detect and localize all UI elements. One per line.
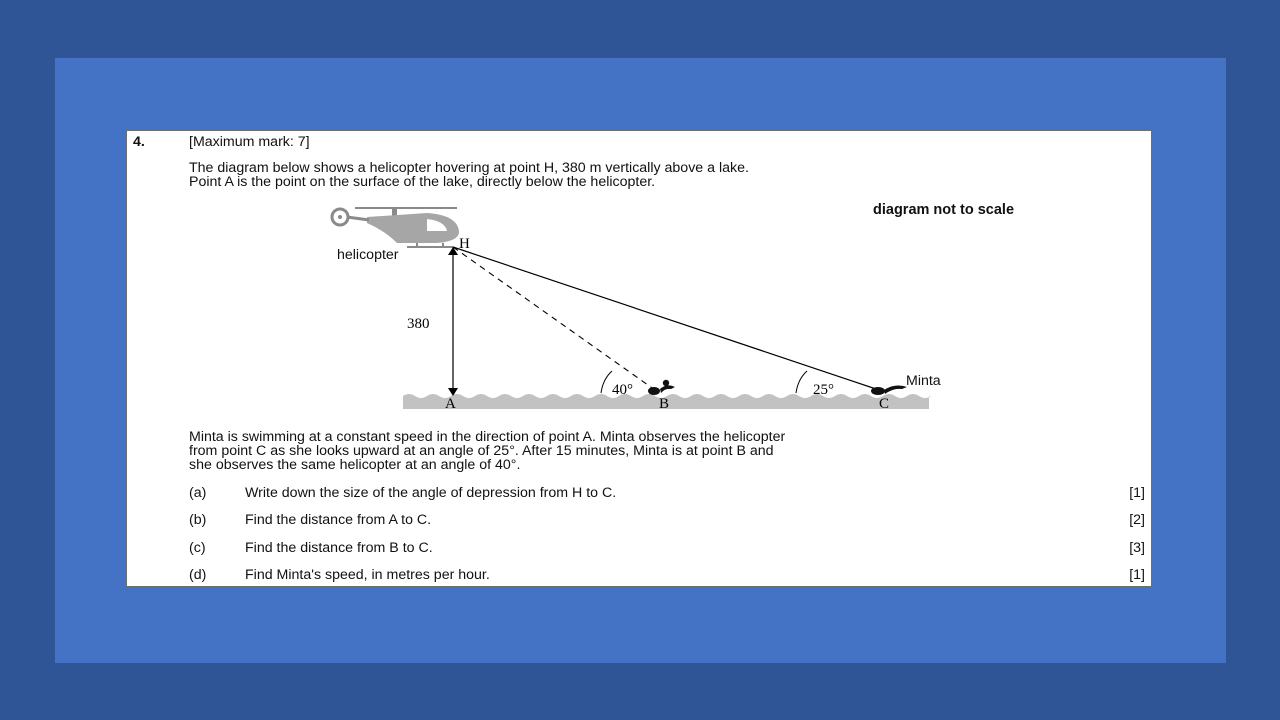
body-line-3: she observes the same helicopter at an angle of 40°. <box>189 457 521 473</box>
swimmer-b-icon <box>648 380 675 395</box>
angle-label-b: 40° <box>612 382 633 398</box>
angle-arc-b <box>601 371 612 393</box>
label-a: A <box>445 396 456 412</box>
body-line-1: Minta is swimming at a constant speed in the direction of point A. Minta observes the helicopter <box>189 429 786 445</box>
angle-arc-c <box>796 371 807 393</box>
question-document <box>126 130 1152 587</box>
helicopter-icon <box>332 208 459 247</box>
helicopter-label: helicopter <box>337 247 399 263</box>
swimmer-c-icon <box>871 386 907 395</box>
part-marks: [1] <box>1129 567 1145 583</box>
intro-line-2: Point A is the point on the surface of the lake, directly below the helicopter. <box>189 174 656 190</box>
part-label: (a) <box>189 485 207 501</box>
label-c: C <box>879 396 890 412</box>
part-label: (c) <box>189 540 206 556</box>
part-label: (d) <box>189 567 207 583</box>
label-h: H <box>459 236 470 252</box>
part-marks: [3] <box>1129 540 1145 556</box>
part-text: Find the distance from B to C. <box>245 540 433 556</box>
part-marks: [2] <box>1129 512 1145 528</box>
body-line-2: from point C as she looks upward at an angle of 25°. After 15 minutes, Minta is at point B and <box>189 443 774 459</box>
angle-label-c: 25° <box>813 382 834 398</box>
max-mark: [Maximum mark: 7] <box>189 134 310 150</box>
label-b: B <box>659 396 670 412</box>
part-text: Write down the size of the angle of depression from H to C. <box>245 485 617 501</box>
part-label: (b) <box>189 512 207 528</box>
diagram <box>127 131 1151 421</box>
swimmer-label: Minta <box>906 373 941 389</box>
intro-line-1: The diagram below shows a helicopter hovering at point H, 380 m vertically above a lake. <box>189 160 749 176</box>
sight-line-hc <box>453 247 879 390</box>
part-text: Find Minta's speed, in metres per hour. <box>245 567 490 583</box>
diagram-note: diagram not to scale <box>873 202 1015 218</box>
part-marks: [1] <box>1129 485 1145 501</box>
sight-line-hb <box>453 247 655 390</box>
part-text: Find the distance from A to C. <box>245 512 432 528</box>
question-number: 4. <box>133 134 145 150</box>
height-label: 380 <box>407 316 430 332</box>
